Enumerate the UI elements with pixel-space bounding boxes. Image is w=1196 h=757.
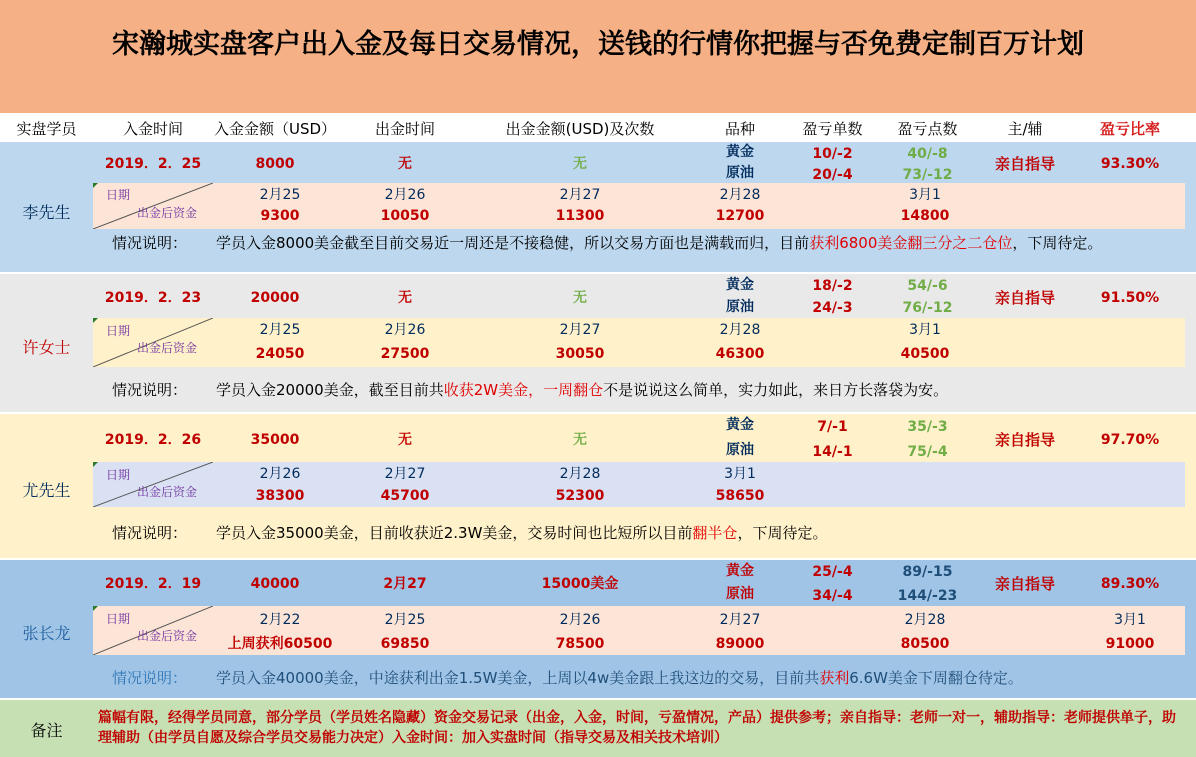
withdraw-date: 无 bbox=[398, 156, 412, 172]
date-cell: 2月26 bbox=[559, 612, 601, 628]
pl-trades-oil: 34/-4 bbox=[812, 588, 853, 604]
date-cell: 2月27 bbox=[559, 322, 601, 338]
date-cell: 2月28 bbox=[719, 187, 761, 203]
deposit-date: 2019．2．26 bbox=[104, 432, 202, 448]
pl-trades-oil: 20/-4 bbox=[812, 167, 853, 183]
fund-cell: 38300 bbox=[255, 488, 305, 504]
pl-ratio: 89.30% bbox=[1100, 576, 1160, 592]
pl-trades-gold: 10/-2 bbox=[812, 146, 853, 162]
pl-ratio: 91.50% bbox=[1100, 290, 1160, 306]
date-label: 日期 bbox=[106, 612, 131, 626]
col-header-student: 实盘学员 bbox=[16, 120, 77, 138]
fund-cell: 9300 bbox=[260, 208, 300, 224]
col-header-product: 品种 bbox=[724, 120, 755, 138]
fund-cell: 24050 bbox=[255, 346, 305, 362]
date-cell: 2月26 bbox=[259, 466, 301, 482]
date-label: 日期 bbox=[106, 324, 131, 338]
col-header-pl-trades: 盈亏单数 bbox=[802, 120, 863, 138]
pl-trades-gold: 7/-1 bbox=[817, 419, 848, 435]
date-label: 日期 bbox=[106, 188, 131, 202]
mode: 亲自指导 bbox=[994, 155, 1055, 173]
date-label: 日期 bbox=[106, 468, 131, 482]
page-title: 宋瀚城实盘客户出入金及每日交易情况，送钱的行情你把握与否免费定制百万计划 bbox=[112, 29, 1084, 60]
pl-ratio: 93.30% bbox=[1100, 156, 1160, 172]
funds-label: 出金后资金 bbox=[137, 206, 198, 220]
fund-cell: 78500 bbox=[555, 636, 605, 652]
remarks-text: 篇幅有限，经得学员同意，部分学员（学员姓名隐藏）资金交易记录（出金，入金，时间，亏盈情况，产品）提供参考；亲自指导：老师一对一，辅助指导：老师提供单子，助理辅助（由学员自愿及综合学员交易能力决定）入金时间：加入实盘时间（指导交易及相关技术培训） bbox=[98, 710, 1176, 746]
pl-points-gold: 89/-15 bbox=[902, 564, 953, 580]
deposit-date: 2019．2．23 bbox=[104, 290, 202, 306]
date-cell: 3月1 bbox=[909, 187, 941, 203]
date-cell: 2月28 bbox=[559, 466, 601, 482]
pl-trades-oil: 14/-1 bbox=[812, 444, 853, 460]
fund-cell: 14800 bbox=[900, 208, 950, 224]
date-cell: 2月28 bbox=[904, 612, 946, 628]
date-cell: 2月27 bbox=[719, 612, 761, 628]
fund-cell: 12700 bbox=[715, 208, 765, 224]
fund-cell: 27500 bbox=[380, 346, 430, 362]
pl-trades-oil: 24/-3 bbox=[812, 300, 853, 316]
pl-points-oil: 75/-4 bbox=[907, 444, 948, 460]
explain-text: 学员入金40000美金，中途获利出金1.5W美金，上周以4w美金跟上我这边的交易，目前共获利6.6W美金下周翻仓待定。 bbox=[216, 669, 1023, 687]
col-header-mode: 主/辅 bbox=[1007, 120, 1043, 138]
explain-label: 情况说明： bbox=[112, 669, 188, 687]
pl-points-oil: 144/-23 bbox=[897, 588, 958, 604]
deposit-date: 2019．2．19 bbox=[104, 576, 202, 592]
mode: 亲自指导 bbox=[994, 431, 1055, 449]
funds-label: 出金后资金 bbox=[137, 485, 198, 499]
col-header-pl-points: 盈亏点数 bbox=[897, 120, 958, 138]
deposit-amount: 40000 bbox=[250, 576, 300, 592]
explain-label: 情况说明： bbox=[112, 381, 188, 399]
pl-points-gold: 40/-8 bbox=[907, 146, 948, 162]
fund-cell: 上周获利60500 bbox=[227, 636, 333, 652]
deposit-amount: 35000 bbox=[250, 432, 300, 448]
col-header-deposit-date: 入金时间 bbox=[122, 120, 183, 138]
mode: 亲自指导 bbox=[994, 575, 1055, 593]
date-cell: 2月27 bbox=[559, 187, 601, 203]
date-cell: 2月26 bbox=[384, 322, 426, 338]
date-cell: 2月25 bbox=[384, 612, 426, 628]
date-cell: 3月1 bbox=[1114, 612, 1146, 628]
student-name: 张长龙 bbox=[22, 624, 71, 643]
withdraw-date: 无 bbox=[398, 432, 412, 448]
withdraw-amount: 无 bbox=[573, 290, 587, 306]
explain-label: 情况说明： bbox=[112, 524, 188, 542]
funds-label: 出金后资金 bbox=[137, 341, 198, 355]
pl-trades-gold: 18/-2 bbox=[812, 278, 853, 294]
col-header-deposit-amount: 入金金额（USD） bbox=[213, 120, 337, 138]
date-cell: 2月25 bbox=[259, 187, 301, 203]
funds-label: 出金后资金 bbox=[137, 629, 198, 643]
pl-points-oil: 76/-12 bbox=[902, 300, 953, 316]
product-gold: 黄金 bbox=[726, 144, 754, 160]
student-name: 许女士 bbox=[22, 338, 71, 357]
col-header-pl-ratio: 盈亏比率 bbox=[1099, 120, 1160, 138]
pl-ratio: 97.70% bbox=[1100, 432, 1160, 448]
date-cell: 2月28 bbox=[719, 322, 761, 338]
fund-cell: 45700 bbox=[380, 488, 430, 504]
fund-cell: 10050 bbox=[380, 208, 430, 224]
deposit-date: 2019．2．25 bbox=[104, 156, 202, 172]
date-cell: 2月22 bbox=[259, 612, 301, 628]
col-header-withdraw-amount: 出金金额(USD)及次数 bbox=[505, 120, 655, 138]
product-oil: 原油 bbox=[726, 299, 754, 315]
fund-cell: 91000 bbox=[1105, 636, 1155, 652]
remarks-label: 备注 bbox=[30, 721, 63, 740]
product-gold: 黄金 bbox=[726, 277, 754, 293]
date-cell: 3月1 bbox=[724, 466, 756, 482]
col-header-withdraw-date: 出金时间 bbox=[374, 120, 435, 138]
deposit-amount: 8000 bbox=[255, 156, 295, 172]
student-name: 尤先生 bbox=[22, 481, 71, 500]
product-oil: 原油 bbox=[726, 165, 754, 181]
fund-cell: 11300 bbox=[555, 208, 605, 224]
withdraw-amount: 无 bbox=[573, 432, 587, 448]
fund-cell: 89000 bbox=[715, 636, 765, 652]
date-cell: 2月26 bbox=[384, 187, 426, 203]
fund-cell: 58650 bbox=[715, 488, 765, 504]
pl-trades-gold: 25/-4 bbox=[812, 564, 853, 580]
fund-cell: 52300 bbox=[555, 488, 605, 504]
product-oil: 原油 bbox=[726, 442, 754, 458]
date-cell: 3月1 bbox=[909, 322, 941, 338]
withdraw-amount: 15000美金 bbox=[541, 576, 619, 592]
withdraw-date: 无 bbox=[398, 290, 412, 306]
pl-points-gold: 54/-6 bbox=[907, 278, 948, 294]
product-gold: 黄金 bbox=[726, 417, 754, 433]
fund-cell: 46300 bbox=[715, 346, 765, 362]
explain-label: 情况说明： bbox=[112, 234, 188, 252]
pl-points-gold: 35/-3 bbox=[907, 419, 948, 435]
fund-cell: 80500 bbox=[900, 636, 950, 652]
explain-text: 学员入金8000美金截至目前交易近一周还是不接稳健，所以交易方面也是满载而归，目前获利6800美金翻三分之二仓位，下周待定。 bbox=[216, 234, 1103, 252]
product-oil: 原油 bbox=[726, 586, 754, 602]
withdraw-date: 2月27 bbox=[383, 576, 427, 592]
deposit-amount: 20000 bbox=[250, 290, 300, 306]
mode: 亲自指导 bbox=[994, 289, 1055, 307]
withdraw-amount: 无 bbox=[573, 156, 587, 172]
fund-cell: 40500 bbox=[900, 346, 950, 362]
explain-text: 学员入金20000美金，截至目前共收获2W美金，一周翻仓不是说说这么简单，实力如此，来日方长落袋为安。 bbox=[216, 381, 949, 399]
explain-text: 学员入金35000美金，目前收获近2.3W美金，交易时间也比短所以目前翻半仓，下周待定。 bbox=[216, 524, 828, 542]
date-cell: 2月25 bbox=[259, 322, 301, 338]
product-gold: 黄金 bbox=[726, 563, 754, 579]
fund-cell: 30050 bbox=[555, 346, 605, 362]
student-name: 李先生 bbox=[22, 203, 71, 222]
fund-cell: 69850 bbox=[380, 636, 430, 652]
pl-points-oil: 73/-12 bbox=[902, 167, 953, 183]
date-cell: 2月27 bbox=[384, 466, 426, 482]
